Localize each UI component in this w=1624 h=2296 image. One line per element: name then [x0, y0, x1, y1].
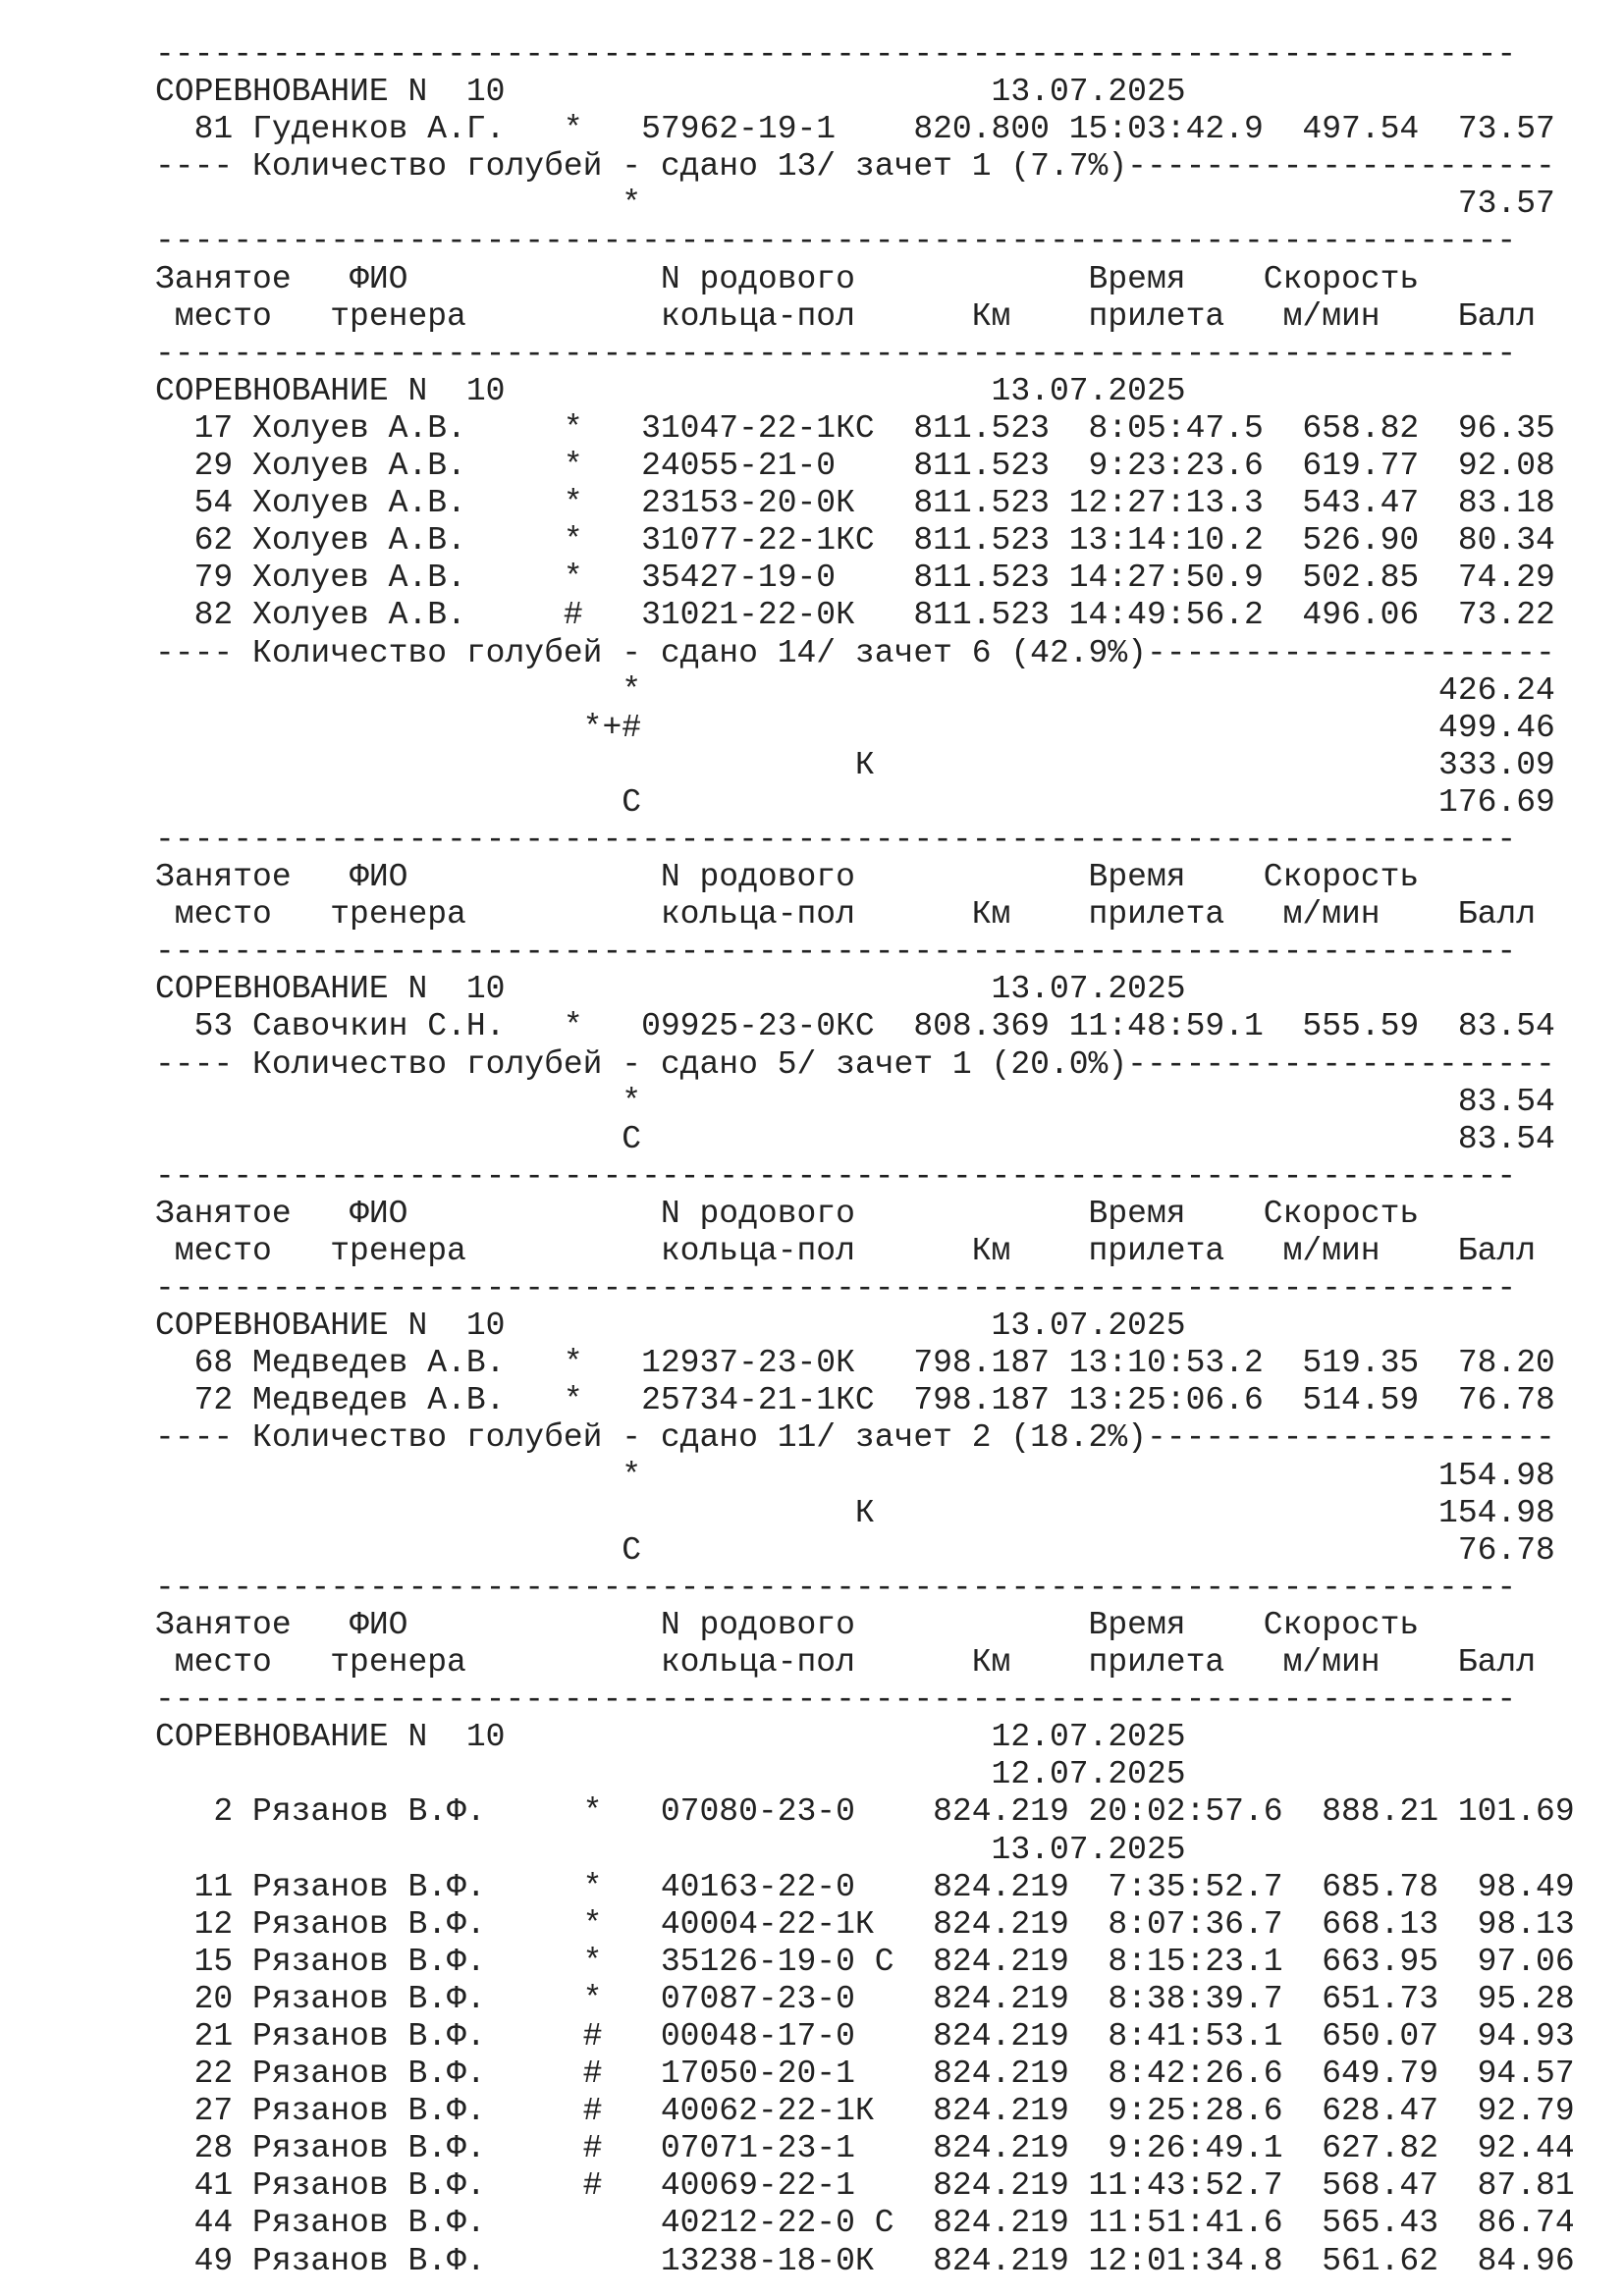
total-line: *+# 499.46 — [155, 709, 1555, 746]
result-row: 27 Рязанов В.Ф. # 40062-22-1К 824.219 9:25:28.6 628.47 92.79 — [155, 2093, 1575, 2130]
column-header: Занятое ФИО N родового Время Скорость — [155, 859, 1420, 896]
result-row: 17 Холуев А.В. * 31047-22-1КС 811.523 8:05:47.5 658.82 96.35 — [155, 409, 1555, 447]
total-line: * 83.54 — [155, 1083, 1555, 1120]
report-section — [155, 261, 1575, 860]
separator-line: ---------------------------------------------------------------------- — [155, 36, 1517, 73]
report-section — [155, 36, 1575, 261]
summary-line: ---- Количество голубей - сдано 11/ зачет 2 (18.2%)--------------------- — [155, 1419, 1555, 1457]
report-section — [155, 1607, 1575, 2280]
result-row: 21 Рязанов В.Ф. # 00048-17-0 824.219 8:41:53.1 650.07 94.93 — [155, 2017, 1575, 2055]
total-line: К 333.09 — [155, 746, 1555, 783]
result-row: 82 Холуев А.В. # 31021-22-0К 811.523 14:49:56.2 496.06 73.22 — [155, 597, 1555, 634]
summary-line: ---- Количество голубей - сдано 13/ зачет 1 (7.7%)---------------------- — [155, 148, 1555, 186]
competition-header: СОРЕВНОВАНИЕ N 10 13.07.2025 — [155, 74, 1186, 111]
total-line: С 76.78 — [155, 1531, 1555, 1569]
separator-line: ---------------------------------------------------------------------- — [155, 934, 1517, 971]
total-line: С 83.54 — [155, 1120, 1555, 1157]
column-header: Занятое ФИО N родового Время Скорость — [155, 1195, 1420, 1232]
result-row: 53 Савочкин С.Н. * 09925-23-0КС 808.369 11:48:59.1 555.59 83.54 — [155, 1008, 1555, 1045]
competition-header: СОРЕВНОВАНИЕ N 10 13.07.2025 — [155, 1308, 1186, 1345]
result-row: 12 Рязанов В.Ф. * 40004-22-1К 824.219 8:07:36.7 668.13 98.13 — [155, 1905, 1575, 1943]
summary-line: ---- Количество голубей - сдано 5/ зачет 1 (20.0%)---------------------- — [155, 1045, 1555, 1083]
column-header: место тренера кольца-пол Км прилета м/мин Балл — [155, 896, 1537, 934]
column-header: место тренера кольца-пол Км прилета м/мин Балл — [155, 1233, 1537, 1269]
summary-line: ---- Количество голубей - сдано 14/ зачет 6 (42.9%)--------------------- — [155, 634, 1555, 671]
result-row: 68 Медведев А.В. * 12937-23-0К 798.187 13:10:53.2 519.35 78.20 — [155, 1345, 1555, 1382]
total-line: * 154.98 — [155, 1457, 1555, 1494]
result-row: 2 Рязанов В.Ф. * 07080-23-0 824.219 20:02:57.6 888.21 101.69 — [155, 1793, 1575, 1831]
separator-line: ---------------------------------------------------------------------- — [155, 1157, 1517, 1195]
total-line: С 176.69 — [155, 783, 1555, 821]
result-row: 62 Холуев А.В. * 31077-22-1КС 811.523 13:14:10.2 526.90 80.34 — [155, 522, 1555, 560]
date-line: 12.07.2025 — [155, 1756, 1186, 1793]
result-row: 49 Рязанов В.Ф. 13238-18-0К 824.219 12:01:34.8 561.62 84.96 — [155, 2242, 1575, 2279]
result-row: 29 Холуев А.В. * 24055-21-0 811.523 9:23:23.6 619.77 92.08 — [155, 448, 1555, 485]
result-row: 54 Холуев А.В. * 23153-20-0К 811.523 12:27:13.3 543.47 83.18 — [155, 485, 1555, 522]
separator-line: ---------------------------------------------------------------------- — [155, 335, 1517, 372]
result-row: 20 Рязанов В.Ф. * 07087-23-0 824.219 8:38:39.7 651.73 95.28 — [155, 1980, 1575, 2017]
result-row: 44 Рязанов В.Ф. 40212-22-0 С 824.219 11:51:41.6 565.43 86.74 — [155, 2205, 1575, 2242]
column-header: Занятое ФИО N родового Время Скорость — [155, 1606, 1420, 1643]
report-section — [155, 859, 1575, 1196]
competition-header: СОРЕВНОВАНИЕ N 10 12.07.2025 — [155, 1719, 1186, 1756]
date-line: 13.07.2025 — [155, 1831, 1186, 1868]
result-row: 15 Рязанов В.Ф. * 35126-19-0 С 824.219 8:15:23.1 663.95 97.06 — [155, 1943, 1575, 1980]
total-line: К 154.98 — [155, 1494, 1555, 1531]
result-row: 28 Рязанов В.Ф. # 07071-23-1 824.219 9:26:49.1 627.82 92.44 — [155, 2130, 1575, 2167]
separator-line: ---------------------------------------------------------------------- — [155, 1569, 1517, 1606]
result-row: 72 Медведев А.В. * 25734-21-1КС 798.187 13:25:06.6 514.59 76.78 — [155, 1382, 1555, 1419]
separator-line: ---------------------------------------------------------------------- — [155, 1270, 1517, 1308]
column-header: место тренера кольца-пол Км прилета м/мин Балл — [155, 1644, 1537, 1682]
result-row: 11 Рязанов В.Ф. * 40163-22-0 824.219 7:35:52.7 685.78 98.49 — [155, 1868, 1575, 1905]
total-line: * 73.57 — [155, 186, 1555, 223]
competition-header: СОРЕВНОВАНИЕ N 10 13.07.2025 — [155, 372, 1186, 409]
separator-line: ---------------------------------------------------------------------- — [155, 223, 1517, 260]
results-report — [155, 36, 1575, 2280]
result-row: 41 Рязанов В.Ф. # 40069-22-1 824.219 11:43:52.7 568.47 87.81 — [155, 2167, 1575, 2205]
result-row: 79 Холуев А.В. * 35427-19-0 811.523 14:27:50.9 502.85 74.29 — [155, 560, 1555, 597]
separator-line: ---------------------------------------------------------------------- — [155, 1682, 1517, 1719]
result-row: 22 Рязанов В.Ф. # 17050-20-1 824.219 8:42:26.6 649.79 94.57 — [155, 2056, 1575, 2093]
competition-header: СОРЕВНОВАНИЕ N 10 13.07.2025 — [155, 971, 1186, 1008]
report-section — [155, 1196, 1575, 1607]
column-header: место тренера кольца-пол Км прилета м/мин Балл — [155, 297, 1537, 335]
column-header: Занятое ФИО N родового Время Скорость — [155, 260, 1420, 297]
total-line: * 426.24 — [155, 671, 1555, 709]
separator-line: ---------------------------------------------------------------------- — [155, 821, 1517, 858]
result-row: 81 Гуденков А.Г. * 57962-19-1 820.800 15:03:42.9 497.54 73.57 — [155, 111, 1555, 148]
